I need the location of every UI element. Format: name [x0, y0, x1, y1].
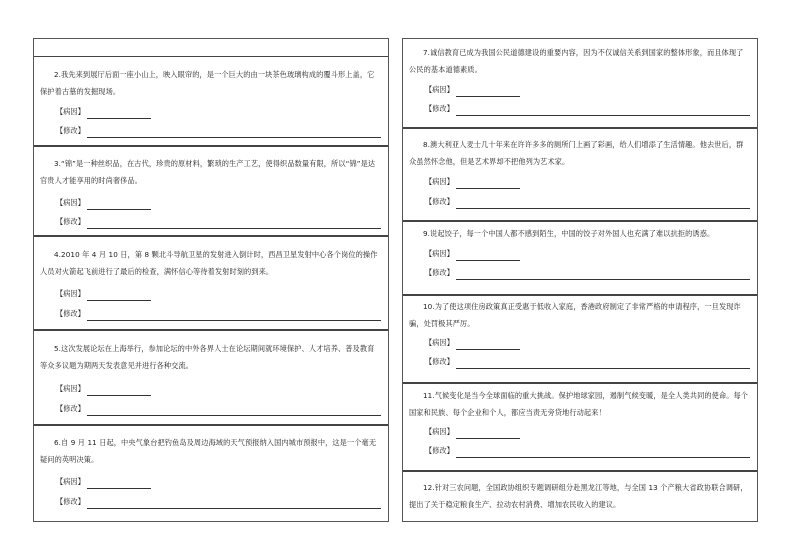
- question-text: 8.澳大利亚人麦士几十年来在许许多多的厕所门上画了彩画，给人们增添了生活情趣。他去世后，群众虽然怀念他，但是艺术界却不把他列为艺术家。: [409, 140, 744, 166]
- fix-answer-line[interactable]: [456, 447, 750, 458]
- fix-label: 【修改】: [56, 126, 85, 135]
- question-2: [34, 56, 388, 146]
- cause-answer-line[interactable]: [87, 385, 151, 396]
- question-text: 10.为了使这项住房政策真正受惠于低收入家庭，香港政府制定了非常严格的申请程序，一旦发现诈骗，处罚极其严厉。: [409, 302, 741, 328]
- fix-field[interactable]: [425, 444, 750, 458]
- cause-label: 【病因】: [56, 198, 85, 207]
- cause-label: 【病因】: [425, 85, 454, 94]
- fix-label: 【修改】: [56, 404, 85, 413]
- fix-field[interactable]: [56, 215, 381, 229]
- fix-field[interactable]: [56, 307, 381, 321]
- cause-answer-line[interactable]: [456, 339, 520, 350]
- fix-field[interactable]: [425, 102, 750, 116]
- question-text: 2.我先来到展厅后面一座小山上，映入眼帘的，是一个巨大的由一块茶色玻璃构成的覆斗形上盖，它保护着古墓的发掘现场。: [40, 70, 375, 96]
- cause-answer-line[interactable]: [456, 86, 520, 97]
- question-5: [34, 330, 388, 425]
- question-text: 11.气候变化是当今全球面临的重大挑战。保护地球家园，遏制气候变暖，是全人类共同的使命。每个国家和民族、每个企业和个人，都应当责无旁贷地行动起来！: [409, 391, 749, 417]
- question-11: [403, 383, 757, 471]
- cause-label: 【病因】: [425, 338, 454, 347]
- cause-label: 【病因】: [56, 289, 85, 298]
- cause-label: 【病因】: [425, 177, 454, 186]
- question-text: 7.诚信教育已成为我国公民道德建设的重要内容，因为不仅诚信关系到国家的整体形象，而且体现了公民的基本道德素质。: [409, 48, 744, 74]
- cause-answer-line[interactable]: [456, 428, 520, 439]
- cause-answer-line[interactable]: [87, 478, 151, 489]
- fix-field[interactable]: [56, 402, 381, 416]
- cause-field[interactable]: [56, 196, 151, 210]
- fix-label: 【修改】: [425, 197, 454, 206]
- question-9: [403, 221, 757, 295]
- cause-label: 【病因】: [56, 477, 85, 486]
- cause-answer-line[interactable]: [87, 290, 151, 301]
- question-3: [34, 146, 388, 236]
- cause-field[interactable]: [56, 475, 151, 489]
- question-text: 4.2010 年 4 月 10 日，第 8 颗北斗导航卫星的发射进入倒计时，西昌卫星发射中心各个岗位的操作人员对火箭起飞前进行了最后的检查，满怀信心等待着发射时刻的到来。: [40, 250, 378, 276]
- cause-field[interactable]: [425, 83, 520, 97]
- fix-field[interactable]: [425, 195, 750, 209]
- cause-label: 【病因】: [56, 107, 85, 116]
- fix-label: 【修改】: [425, 446, 454, 455]
- question-12: [403, 471, 757, 521]
- question-4: [34, 236, 388, 330]
- question-10: [403, 295, 757, 383]
- fix-label: 【修改】: [425, 357, 454, 366]
- question-text: 3.“锦”是一种丝织品，在古代，珍贵的原材料，繁琐的生产工艺，使得织品数量有限，所以“锦”是达官贵人才能享用的时尚奢侈品。: [40, 159, 376, 185]
- fix-field[interactable]: [56, 124, 381, 138]
- fix-field[interactable]: [425, 355, 750, 369]
- cause-answer-line[interactable]: [456, 250, 520, 261]
- question-text: 12.针对三农问题，全国政协组织专题调研组分赴黑龙江等地，与全国 13 个产粮大省政协联合调研，提出了关于稳定粮食生产、拉动农村消费、增加农民收入的建议。: [409, 483, 748, 509]
- cause-field[interactable]: [425, 425, 520, 439]
- fix-answer-line[interactable]: [456, 358, 750, 369]
- fix-label: 【修改】: [56, 309, 85, 318]
- fix-answer-line[interactable]: [87, 498, 381, 509]
- cause-answer-line[interactable]: [87, 199, 151, 210]
- question-6: [34, 425, 388, 521]
- cause-label: 【病因】: [425, 249, 454, 258]
- fix-answer-line[interactable]: [87, 218, 381, 229]
- right-column: [402, 38, 758, 522]
- fix-label: 【修改】: [425, 268, 454, 277]
- cause-field[interactable]: [425, 175, 520, 189]
- fix-label: 【修改】: [425, 104, 454, 113]
- fix-answer-line[interactable]: [456, 105, 750, 116]
- fix-answer-line[interactable]: [87, 405, 381, 416]
- cause-field[interactable]: [56, 287, 151, 301]
- fix-answer-line[interactable]: [87, 310, 381, 321]
- cause-field[interactable]: [425, 336, 520, 350]
- cause-label: 【病因】: [56, 384, 85, 393]
- fix-field[interactable]: [425, 266, 750, 280]
- fix-field[interactable]: [56, 495, 381, 509]
- cause-answer-line[interactable]: [456, 178, 520, 189]
- question-text: 6.自 9 月 11 日起，中央气象台把钓鱼岛及周边海域的天气预报纳入国内城市预报中，这是一个毫无疑问的英明决策。: [40, 438, 377, 464]
- cause-field[interactable]: [56, 382, 151, 396]
- fix-label: 【修改】: [56, 217, 85, 226]
- question-8: [403, 128, 757, 221]
- cause-answer-line[interactable]: [87, 108, 151, 119]
- question-text: 9.说起饺子，每一个中国人都不感到陌生，中国的饺子对外国人也充满了难以抗拒的诱惑。: [423, 229, 715, 238]
- question-text: 5.这次发展论坛在上海举行，参加论坛的中外各界人士在论坛期间就环境保护、人才培养、普及教育等众多议题为期两天发表意见并进行各种交流。: [40, 344, 375, 370]
- fix-label: 【修改】: [56, 497, 85, 506]
- cause-label: 【病因】: [425, 427, 454, 436]
- fix-answer-line[interactable]: [456, 269, 750, 280]
- left-column: [33, 38, 389, 522]
- question-7: [403, 39, 757, 128]
- cause-field[interactable]: [425, 247, 520, 261]
- fix-answer-line[interactable]: [456, 198, 750, 209]
- cause-field[interactable]: [56, 105, 151, 119]
- fix-answer-line[interactable]: [87, 127, 381, 138]
